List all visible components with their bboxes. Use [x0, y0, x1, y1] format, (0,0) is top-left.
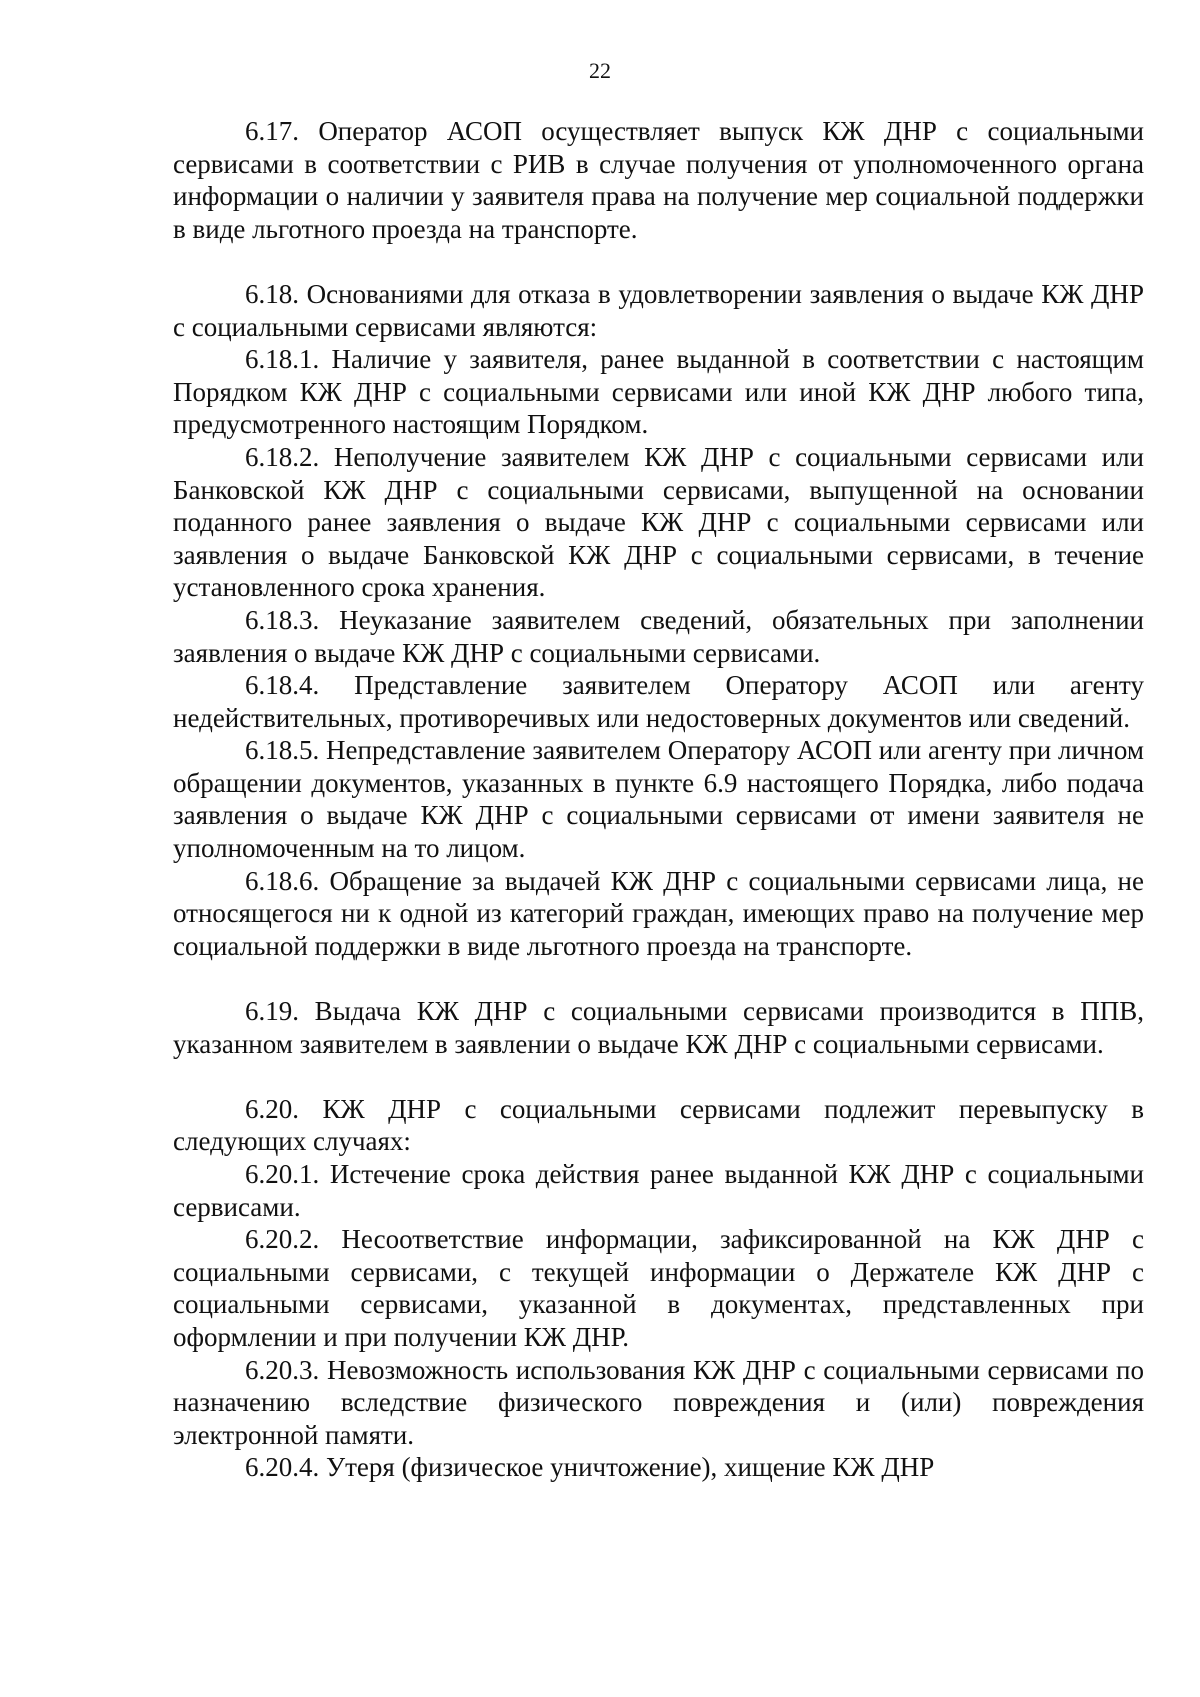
paragraph-6-18-1: 6.18.1. Наличие у заявителя, ранее выданной в соответствии с настоящим Порядком КЖ ДНР с социальными сервисами или иной КЖ ДНР любого типа, предусмотренного настоящим Порядком.: [173, 344, 1144, 440]
paragraph-6-20: 6.20. КЖ ДНР с социальными сервисами подлежит перевыпуску в следующих случаях:: [173, 1093, 1144, 1157]
paragraph-6-18-3: 6.18.3. Неуказание заявителем сведений, обязательных при заполнении заявления о выдаче КЖ ДНР с социальными сервисами.: [173, 604, 1144, 668]
paragraph-6-20-3: 6.20.3. Невозможность использования КЖ ДНР с социальными сервисами по назначению вследствие физического повреждения и (или) повреждения электронной памяти.: [173, 1354, 1144, 1450]
paragraph-6-19: 6.19. Выдача КЖ ДНР с социальными сервисами производится в ППВ, указанном заявителем в заявлении о выдаче КЖ ДНР с социальными сервисами.: [173, 996, 1144, 1059]
paragraph-6-20-2: 6.20.2. Несоответствие информации, зафиксированной на КЖ ДНР с социальными сервисами, с текущей информации о Держателе КЖ ДНР с социальными сервисами, указанной в документах, представленных при оформлении и при получении КЖ ДНР.: [173, 1224, 1144, 1352]
paragraph-6-20-4: 6.20.4. Утеря (физическое уничтожение), хищение КЖ ДНР: [245, 1452, 935, 1483]
page-number: 22: [589, 58, 611, 83]
paragraph-6-18: 6.18. Основаниями для отказа в удовлетворении заявления о выдаче КЖ ДНР с социальными сервисами являются:: [173, 278, 1144, 342]
paragraph-6-18-5: 6.18.5. Непредставление заявителем Оператору АСОП или агенту при личном обращении документов, указанных в пункте 6.9 настоящего Порядка, либо подача заявления о выдаче КЖ ДНР с социальными сервисами от имени заявителя не уполномоченным на то лицом.: [173, 735, 1144, 864]
paragraph-6-18-2: 6.18.2. Неполучение заявителем КЖ ДНР с социальными сервисами или Банковской КЖ ДНР с социальными сервисами, выпущенной на основании поданного ранее заявления о выдаче КЖ ДНР с социальными сервисами или заявления о выдаче Банковской КЖ ДНР с социальными сервисами, в течение установленного срока хранения.: [173, 441, 1144, 603]
paragraph-6-18-4: 6.18.4. Представление заявителем Оператору АСОП или агенту недействительных, противоречивых или недостоверных документов или сведений.: [173, 670, 1144, 733]
document-body: [173, 115, 1144, 1484]
paragraph-6-20-1: 6.20.1. Истечение срока действия ранее выданной КЖ ДНР с социальными сервисами.: [173, 1159, 1144, 1222]
paragraph-6-18-6: 6.18.6. Обращение за выдачей КЖ ДНР с социальными сервисами лица, не относящегося ни к одной из категорий граждан, имеющих право на получение мер социальной поддержки в виде льготного проезда на транспорте.: [173, 865, 1144, 961]
paragraph-6-17: 6.17. Оператор АСОП осуществляет выпуск КЖ ДНР с социальными сервисами в соответствии с РИВ в случае получения от уполномоченного органа информации о наличии у заявителя права на получение мер социальной поддержки в виде льготного проезда на транспорте.: [173, 116, 1144, 244]
